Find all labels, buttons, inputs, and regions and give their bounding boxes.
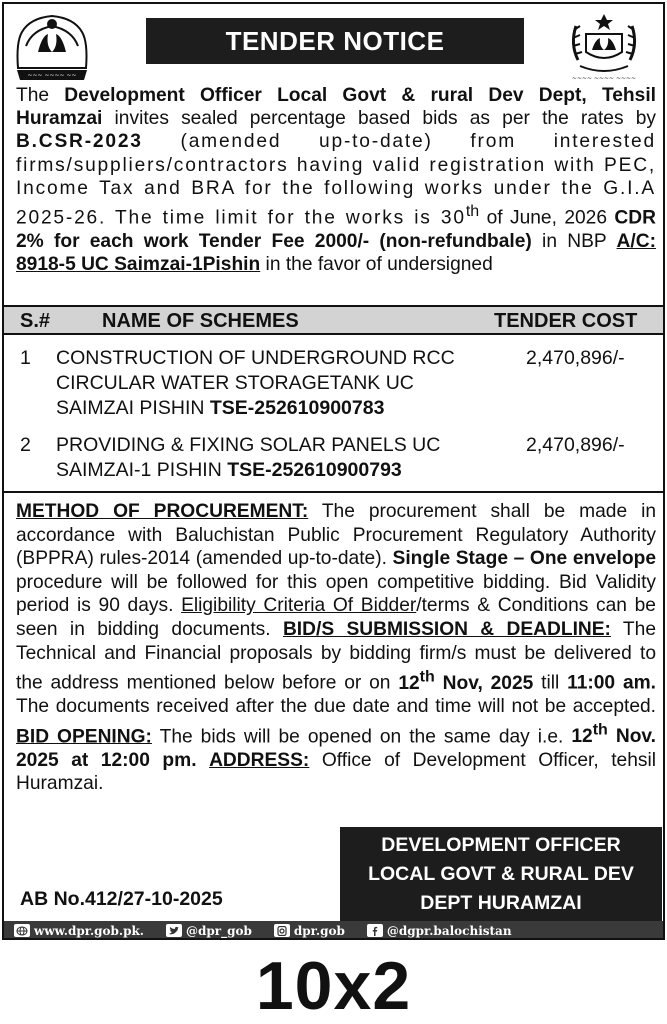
issuing-department: Development Officer Local Govt & rural Dev Dept, Tehsil Huramzai [16,85,656,130]
rate-schedule: B.CSR-2023 [16,131,143,153]
instagram-handle: dpr.gob [293,923,345,938]
footer-website[interactable] [14,924,144,938]
row-serial: 2 [20,434,31,456]
submission-deadline-date [398,668,534,694]
schemes-table-header [4,305,663,335]
website-text: www.dpr.gob.pk. [34,923,144,938]
intro-text: invites sealed percentage based bids as per the rates by [102,108,656,130]
svg-text:~~~ ~~~~ ~~: ~~~ ~~~~ ~~ [27,72,77,79]
address-line: DEPT HURAMZAI [420,892,582,914]
address-line: DEVELOPMENT OFFICER [381,834,621,856]
facebook-handle: @dgpr.balochistan [386,923,512,938]
twitter-handle: @dpr_gob [186,923,252,938]
footer-bar [4,921,663,940]
ordinal-suffix: th [465,203,480,221]
scheme-description: PROVIDING & FIXING SOLAR PANELS UC SAIMZAI-1 PISHIN [56,434,441,481]
svg-text:~~~~ ~~~~ ~~~~: ~~~~ ~~~~ ~~~~ [571,75,637,82]
balochistan-emblem-left [12,10,92,82]
terms-text: The procurement shall be made in accordance with Baluchistan Public Procurement Regulatory Authority (BPPRA) rules-2014 (amended up-to-date). [16,501,657,570]
intro-text: of June, 2026 [479,207,615,229]
intro-text: The [16,85,65,106]
opening-month-year: Nov. 2025 [16,726,656,771]
deadline-day: 12 [398,672,420,694]
notice-title: TENDER NOTICE [146,18,524,64]
facebook-icon [367,924,383,937]
ab-number: AB No.412/27-10-2025 [20,888,223,910]
stage-procedure: Single Stage – One envelope [392,548,656,570]
ordinal-suffix: th [592,721,608,739]
row-scheme-name [56,346,486,421]
tender-notice [2,2,665,940]
tse-number: TSE-252610900793 [227,459,402,481]
tse-number: TSE-252610900783 [209,397,385,419]
header-scheme-name: NAME OF SCHEMES [102,310,299,332]
terms-text: procedure will be followed for this open competitive bidding. Bid Validity period is 90 days. [16,571,656,617]
procurement-terms [16,500,656,796]
address-text: Office of Development Officer, tehsil Huramzai. [16,749,656,795]
terms-text: The documents received after the due date and time will not be accepted. [16,696,656,718]
ad-size-label: 10x2 [255,948,412,1024]
footer-instagram[interactable] [274,924,345,938]
submission-deadline-time: 11:00 am. [567,672,657,694]
row-serial: 1 [20,347,31,369]
intro-text: in NBP [531,230,617,252]
footer-facebook[interactable] [367,924,512,938]
terms-text: The bids will be opened on the same day i.e. [151,726,572,748]
opening-time: at 12:00 [58,749,163,771]
opening-time-period: pm. [162,749,197,771]
row-tender-cost: 2,470,896/- [526,434,625,456]
globe-icon [14,924,30,937]
row-scheme-name [56,433,486,483]
officer-address-box [340,827,662,923]
terms-text: /terms & Conditions can be seen in bidding documents. [16,595,656,640]
row-tender-cost: 2,470,896/- [526,347,625,369]
dgpr-emblem-right [564,10,644,82]
ordinal-suffix: th [419,668,435,686]
eligibility-criteria: Eligibility Criteria Of Bidder [181,595,417,617]
terms-text: till [533,672,568,694]
opening-day: 12 [571,726,593,748]
intro-text: in the favor of undersigned [260,253,493,275]
method-heading: METHOD OF PROCUREMENT: [16,501,309,522]
intro-text: (amended up-to-date) from interested firms/suppliers/contractors having valid registration with PEC, Income Tax and BRA for the following works under the G.I.A 2025-26. The time limit for the works is 30 [16,131,656,229]
terms-text [197,750,210,771]
bank-account: A/C: 8918-5 UC Saimzai-1Pishin [16,230,656,275]
cdr-and-fee: CDR 2% for each work Tender Fee 2000/- (non-refundbale) [16,207,656,252]
header-tender-cost: TENDER COST [494,310,638,332]
opening-heading: BID OPENING: [16,726,152,748]
deadline-month-year: Nov, 2025 [434,672,534,694]
submission-heading: BID/S SUBMISSION & DEADLINE: [282,618,611,640]
header-serial: S.# [20,310,51,332]
address-heading: ADDRESS: [209,749,310,771]
twitter-icon [166,924,182,937]
terms-text: The Technical and Financial proposals by bidding firm/s must be delivered to the address mentioned below before or on [16,618,656,694]
scheme-description: CONSTRUCTION OF UNDERGROUND RCC CIRCULAR WATER STORAGETANK UC SAIMZAI PISHIN [56,347,455,419]
footer-twitter[interactable] [166,924,252,938]
instagram-icon [274,924,290,937]
section-divider [4,491,663,493]
address-line: LOCAL GOVT & RURAL DEV [368,863,634,885]
intro-paragraph [16,84,656,276]
